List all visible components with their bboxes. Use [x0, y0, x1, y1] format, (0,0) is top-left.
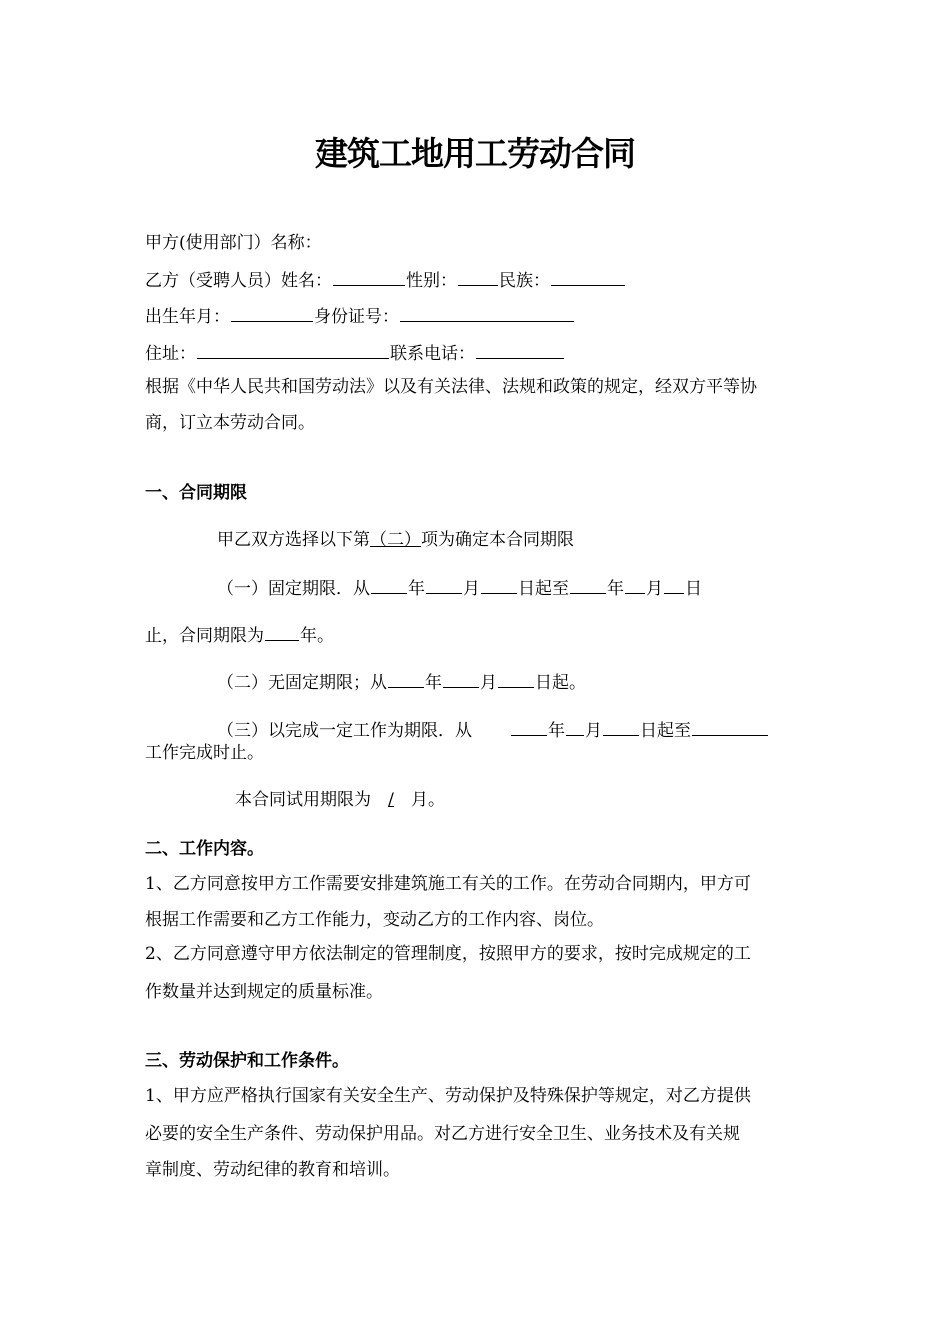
open-term-label: （二）无固定期限；从	[217, 673, 387, 693]
task-term-line	[217, 718, 769, 742]
ethnicity-blank[interactable]	[551, 268, 625, 286]
from-to-text: 日起至	[518, 579, 569, 599]
id-blank[interactable]	[400, 304, 574, 322]
address-label: 住址：	[145, 344, 196, 364]
open-month-blank[interactable]	[443, 670, 479, 688]
fixed-from-year-blank[interactable]	[371, 576, 407, 594]
fixed-term-end-post: 年。	[300, 626, 334, 646]
party-b-name-label: 乙方（受聘人员）姓名：	[145, 271, 332, 291]
task-end-blank[interactable]	[692, 718, 768, 736]
fixed-to-day-blank[interactable]	[664, 576, 684, 594]
fixed-from-month-blank[interactable]	[426, 576, 462, 594]
fixed-term-end-pre: 止，合同期限为	[145, 626, 264, 646]
year-text: 年	[548, 721, 565, 741]
section-3-p1-line-2: 必要的安全生产条件、劳动保护用品。对乙方进行安全卫生、业务技术及有关规	[145, 1124, 740, 1144]
year-text: 年	[425, 673, 442, 693]
party-a-line	[145, 232, 322, 254]
phone-blank[interactable]	[476, 341, 564, 359]
gender-blank[interactable]	[458, 268, 498, 286]
party-a-label: 甲方(使用部门）名称：	[145, 233, 322, 253]
fixed-term-end-line	[145, 623, 334, 647]
section-3-heading: 三、劳动保护和工作条件。	[145, 1051, 349, 1071]
term-choice-line	[217, 529, 574, 551]
probation-post: 月。	[411, 790, 445, 810]
open-term-end: 日起。	[535, 673, 586, 693]
day-text: 日	[685, 579, 702, 599]
term-choice-post: 项为确定本合同期限	[421, 530, 574, 550]
gender-label: 性别：	[406, 271, 457, 291]
task-month-blank[interactable]	[566, 718, 584, 736]
year-text: 年	[408, 579, 425, 599]
address-blank[interactable]	[197, 341, 389, 359]
ethnicity-label: 民族：	[499, 271, 550, 291]
party-b-line	[145, 268, 626, 292]
year-text: 年	[607, 579, 624, 599]
term-choice-pre: 甲乙双方选择以下第	[217, 530, 370, 550]
open-year-blank[interactable]	[388, 670, 424, 688]
open-term-line	[217, 670, 586, 694]
probation-value: /	[388, 790, 394, 810]
address-line	[145, 341, 565, 365]
task-term-end-line: 工作完成时止。	[145, 743, 264, 763]
section-3-p1-line-1: 1、甲方应严格执行国家有关安全生产、劳动保护及特殊保护等规定，对乙方提供	[145, 1086, 751, 1106]
section-2-p2-line-1: 2、乙方同意遵守甲方依法制定的管理制度，按照甲方的要求，按时完成规定的工	[145, 944, 751, 964]
task-year-blank[interactable]	[511, 718, 547, 736]
id-label: 身份证号：	[314, 307, 399, 327]
task-day-blank[interactable]	[603, 718, 639, 736]
fixed-from-day-blank[interactable]	[481, 576, 517, 594]
term-choice-value: （二）	[370, 530, 421, 550]
name-blank[interactable]	[333, 268, 405, 286]
task-term-label: （三）以完成一定工作为期限．从	[217, 721, 472, 741]
section-2-p2-line-2: 作数量并达到规定的质量标准。	[145, 982, 383, 1002]
fixed-to-year-blank[interactable]	[570, 576, 606, 594]
month-text: 月	[585, 721, 602, 741]
birth-label: 出生年月：	[145, 307, 230, 327]
probation-line	[235, 789, 445, 811]
month-text: 月	[480, 673, 497, 693]
from-to-text: 日起至	[640, 721, 691, 741]
preamble-line-2: 商，订立本劳动合同。	[145, 413, 315, 433]
document-title: 建筑工地用工劳动合同	[315, 134, 635, 173]
section-3-p1-line-3: 章制度、劳动纪律的教育和培训。	[145, 1160, 400, 1180]
section-2-heading: 二、工作内容。	[145, 839, 264, 859]
probation-pre: 本合同试用期限为	[235, 790, 371, 810]
fixed-term-line	[217, 576, 702, 600]
section-1-heading: 一、合同期限	[145, 483, 247, 503]
fixed-years-blank[interactable]	[265, 623, 299, 641]
month-text: 月	[463, 579, 480, 599]
phone-label: 联系电话：	[390, 344, 475, 364]
section-2-p1-line-1: 1、乙方同意按甲方工作需要安排建筑施工有关的工作。在劳动合同期内，甲方可	[145, 874, 751, 894]
month-text: 月	[646, 579, 663, 599]
preamble-line-1: 根据《中华人民共和国劳动法》以及有关法律、法规和政策的规定，经双方平等协	[145, 377, 757, 397]
birth-line	[145, 304, 575, 328]
birth-blank[interactable]	[231, 304, 313, 322]
fixed-to-month-blank[interactable]	[625, 576, 645, 594]
fixed-term-label: （一）固定期限．从	[217, 579, 370, 599]
section-2-p1-line-2: 根据工作需要和乙方工作能力，变动乙方的工作内容、岗位。	[145, 910, 604, 930]
open-day-blank[interactable]	[498, 670, 534, 688]
